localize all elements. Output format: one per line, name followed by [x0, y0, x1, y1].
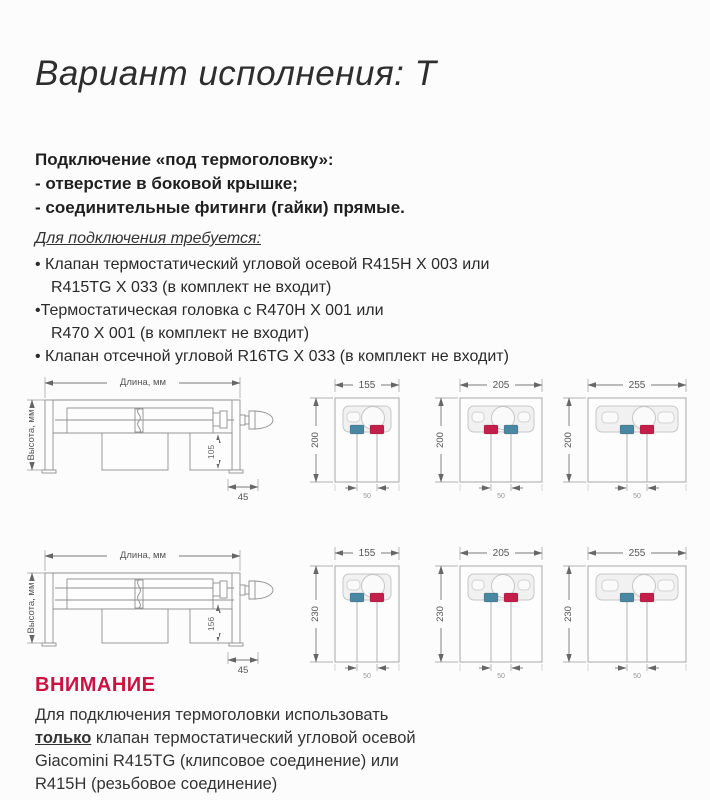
- pipe-gap-label: 50: [633, 493, 641, 500]
- pipe-gap-label: 50: [363, 493, 371, 500]
- intro-heading: Подключение «под термоголовку»:: [35, 150, 334, 169]
- section-width-label: 205: [492, 548, 510, 559]
- bullet-1-line-2: R415TG X 033 (в комплект не входит): [51, 279, 332, 296]
- length-dimension: [45, 548, 240, 571]
- warning-line-1: Для подключения термоголовки использовать: [35, 706, 389, 724]
- return-port: [504, 593, 518, 602]
- bullet-1-line-1: • Клапан термостатический угловой осевой R415H X 003 или: [35, 256, 490, 273]
- supply-port: [484, 425, 498, 434]
- pipe-gap-label: 50: [633, 673, 641, 680]
- section-width-label: 155: [358, 548, 376, 559]
- intro-item-1: - отверстие в боковой крышке;: [35, 174, 298, 193]
- warning-line-4: R415H (резьбовое соединение): [35, 775, 278, 793]
- section-height-label: 200: [563, 432, 574, 448]
- warning-title: ВНИМАНИЕ: [35, 674, 156, 696]
- section-width-label: 205: [492, 380, 510, 391]
- pipe-gap-label: 50: [497, 493, 505, 500]
- section-width-label: 255: [628, 548, 646, 559]
- valve-assembly-top-view: [596, 406, 678, 432]
- section-height-label: 200: [310, 432, 321, 448]
- pipe-gap-dimension: [588, 664, 686, 680]
- supply-port: [484, 593, 498, 602]
- pipe-gap-dimension: [460, 484, 542, 500]
- stand-left: [102, 433, 168, 470]
- thermo-head-icon: [249, 581, 273, 599]
- return-port: [504, 425, 518, 434]
- warning-line-3: Giacomini R415TG (клипсовое соединение) или: [35, 752, 399, 770]
- height-dimension: [25, 573, 45, 643]
- return-port: [640, 593, 654, 602]
- supply-port: [620, 425, 634, 434]
- supply-port: [350, 425, 364, 434]
- pipe-gap-dimension: [335, 484, 399, 500]
- pipe-gap-label: 50: [363, 673, 371, 680]
- valve-assembly-top-view: [468, 574, 534, 600]
- warning-line-2: [35, 727, 416, 750]
- pipe-gap-label: 50: [497, 673, 505, 680]
- return-port: [640, 425, 654, 434]
- cross-section-row2-2: [430, 542, 552, 682]
- cross-section-row2-1: [305, 542, 409, 682]
- height-dim-label: Высота, мм: [26, 582, 37, 634]
- pipe-gap-dimension: [460, 664, 542, 680]
- thermo-valve-and-head: [213, 411, 273, 429]
- return-port: [370, 425, 384, 434]
- valve-assembly-top-view: [596, 574, 678, 600]
- thermo-head-icon: [249, 411, 273, 429]
- requirements-heading: Для подключения требуется:: [35, 230, 262, 247]
- cross-section-row1-3: [558, 374, 698, 502]
- section-height-label: 230: [563, 606, 574, 622]
- height-dimension: [25, 400, 45, 470]
- thermo-valve-and-head: [213, 581, 273, 599]
- intro-item-2: - соединительные фитинги (гайки) прямые.: [35, 198, 405, 217]
- offset-dim-label: 45: [237, 492, 249, 503]
- section-height-label: 200: [435, 432, 446, 448]
- section-width-label: 155: [358, 380, 376, 391]
- length-dim-label: Длина, мм: [119, 550, 167, 561]
- section-height-label: 230: [310, 606, 321, 622]
- convector-side-view-row1: [22, 372, 314, 504]
- offset-dimension: [228, 652, 258, 676]
- pipe-height-label: 105: [206, 444, 216, 460]
- bullet-3: • Клапан отсечной угловой R16TG X 033 (в комплект не входит): [35, 348, 509, 365]
- warning-emphasis: только: [35, 729, 92, 747]
- bullet-2-line-1: •Термостатическая головка с R470H X 001 или: [35, 302, 384, 319]
- length-dimension: [45, 375, 240, 398]
- pipe-height-label: 156: [206, 616, 216, 632]
- intro-block: [35, 148, 405, 220]
- supply-port: [350, 593, 364, 602]
- valve-assembly-top-view: [468, 406, 534, 432]
- section-width-label: 255: [628, 380, 646, 391]
- page-title: Вариант исполнения: Т: [35, 54, 437, 93]
- height-dim-label: Высота, мм: [26, 409, 37, 461]
- cross-section-row1-2: [430, 374, 552, 502]
- cross-section-row2-3: [558, 542, 698, 682]
- warning-text: [35, 704, 416, 796]
- offset-dim-label: 45: [237, 665, 249, 676]
- warning-line-2-rest: клапан термостатический угловой осевой: [91, 729, 416, 747]
- supply-port: [620, 593, 634, 602]
- offset-dimension: [228, 479, 258, 503]
- section-height-label: 230: [435, 606, 446, 622]
- stand-left: [102, 609, 168, 643]
- pipe-gap-dimension: [588, 484, 686, 500]
- cross-section-row1-1: [305, 374, 409, 502]
- requirements-list: [35, 253, 509, 368]
- length-dim-label: Длина, мм: [119, 377, 167, 388]
- pipe-gap-dimension: [335, 664, 399, 680]
- return-port: [370, 593, 384, 602]
- convector-side-view-row2: [22, 545, 314, 677]
- bullet-2-line-2: R470 X 001 (в комплект не входит): [51, 325, 310, 342]
